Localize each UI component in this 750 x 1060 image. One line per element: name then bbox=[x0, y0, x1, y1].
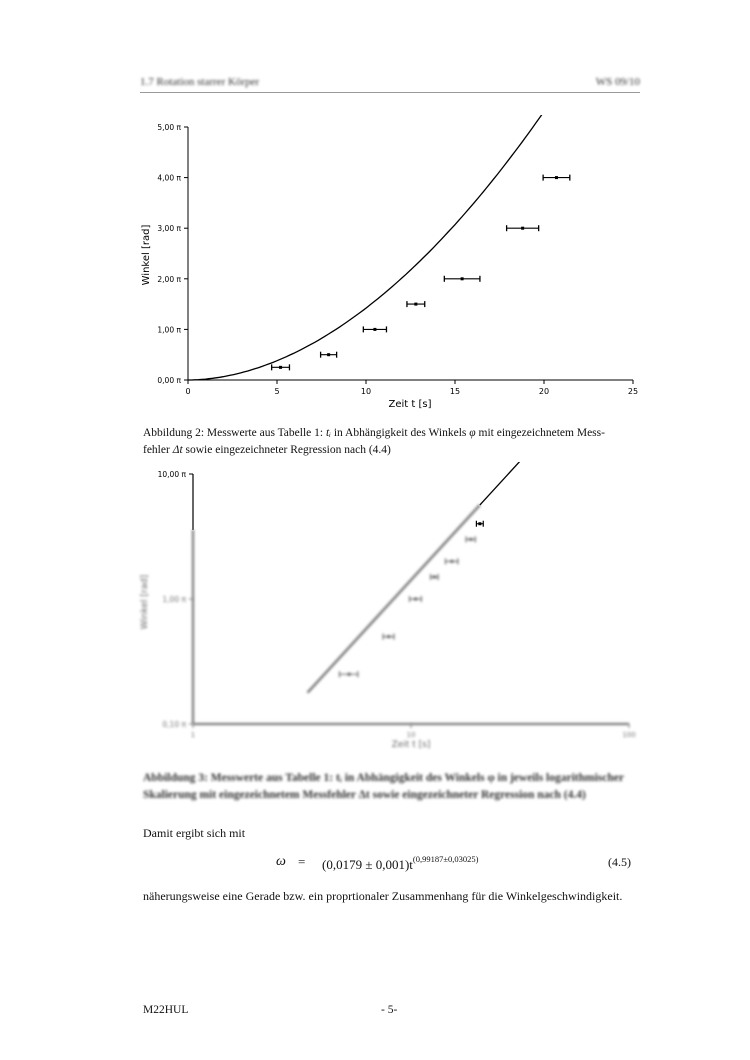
fig2-y-tick-label: 4,00 π bbox=[157, 173, 181, 183]
fig2-x-tick-label: 5 bbox=[274, 387, 280, 396]
fig2-x-tick-label: 0 bbox=[185, 387, 191, 396]
fig3-marker bbox=[348, 673, 351, 676]
running-header-left: 1.7 Rotation starrer Körper bbox=[140, 76, 260, 88]
fig3-marker bbox=[414, 598, 417, 601]
fig2-x-tick-label: 20 bbox=[538, 387, 550, 396]
figure3-caption bbox=[143, 770, 643, 804]
fig3-marker bbox=[450, 560, 453, 563]
fig3-marker bbox=[387, 635, 390, 638]
fig2-y-tick-label: 3,00 π bbox=[157, 224, 181, 234]
figure2-caption bbox=[143, 425, 643, 459]
figure2-caption-text-2: in Abhängigkeit des Winkels bbox=[333, 427, 467, 439]
fig2-xlabel: Zeit t [s] bbox=[388, 399, 432, 410]
figure2-caption-symbol-phi: φ bbox=[469, 427, 476, 439]
fig2-data-point bbox=[543, 175, 570, 181]
fig2-data-point bbox=[444, 276, 480, 282]
fig2-y-tick-label: 1,00 π bbox=[157, 325, 181, 335]
figure3-chart bbox=[135, 462, 655, 752]
fig3-x-tick-label: 10 bbox=[406, 731, 416, 739]
equation-exponent: (0,99187±0,03025) bbox=[412, 854, 479, 864]
figure2-caption-line2-b: sowie eingezeichneter Regression nach (4.4) bbox=[185, 444, 391, 456]
equation-rhs-base: (0,0179 ± 0,001)t bbox=[322, 857, 413, 872]
running-header-right: WS 09/10 bbox=[595, 76, 640, 88]
intro-text: Damit ergibt sich mit bbox=[143, 826, 246, 840]
fig2-data-point bbox=[363, 326, 386, 332]
fig3-y-tick-label: 0,10 π bbox=[162, 720, 186, 729]
figure3-caption-line1: Abbildung 3: Messwerte aus Tabelle 1: tᵢ in Abhängigkeit des Winkels φ in jeweils logarithmischer bbox=[143, 772, 624, 784]
equation-lhs: ω bbox=[276, 854, 286, 869]
figure2-caption-text-1: Messwerte aus Tabelle 1: bbox=[206, 427, 324, 439]
fig3-marker bbox=[469, 538, 472, 541]
fig3-marker bbox=[433, 575, 436, 578]
footer-page-number: - 5- bbox=[381, 1004, 398, 1016]
fig3-x-tick-label: 100 bbox=[622, 731, 636, 739]
fig2-y-tick-label: 5,00 π bbox=[157, 123, 181, 132]
fig2-marker bbox=[521, 227, 524, 230]
fig2-ylabel: Winkel [rad] bbox=[141, 224, 152, 286]
fig2-data-point bbox=[321, 352, 337, 358]
fig2-marker bbox=[461, 277, 464, 280]
fig3-xlabel: Zeit t [s] bbox=[391, 740, 431, 750]
figure2-chart bbox=[135, 115, 655, 415]
fig2-marker bbox=[555, 176, 558, 179]
fig2-y-tick-label: 0,00 π bbox=[157, 376, 181, 385]
equation-number: (4.5) bbox=[608, 855, 631, 869]
fig2-data-point bbox=[272, 364, 290, 370]
fig2-x-tick-label: 15 bbox=[449, 387, 461, 396]
figure2-caption-symbol-dt: Δt bbox=[172, 444, 183, 456]
fig2-marker bbox=[327, 353, 330, 356]
fig2-marker bbox=[414, 303, 417, 306]
header-rule bbox=[140, 92, 640, 93]
figure2-caption-text-3: mit eingezeichnetem Mess- bbox=[478, 427, 605, 439]
fig3-marker bbox=[478, 522, 481, 525]
fig3-y-tick-label: 1,00 π bbox=[162, 595, 186, 604]
fig2-marker bbox=[279, 366, 282, 369]
fig2-marker bbox=[373, 328, 376, 331]
fig2-x-tick-label: 25 bbox=[627, 387, 639, 396]
fig2-data-point bbox=[507, 225, 539, 231]
fig3-ylabel: Winkel [rad] bbox=[140, 574, 150, 630]
figure2-caption-line2-a: fehler bbox=[143, 444, 170, 456]
footer-author: M22HUL bbox=[143, 1004, 189, 1016]
conclusion-text: näherungsweise eine Gerade bzw. ein proprtionaler Zusammenhang für die Winkelgeschwindigkeit. bbox=[143, 889, 623, 903]
equation-rhs bbox=[322, 854, 478, 873]
figure3-caption-line2: Skalierung mit eingezeichnetem Messfehler Δt sowie eingezeichneter Regression nach (4.4) bbox=[143, 789, 586, 801]
equation-equals: = bbox=[298, 854, 306, 869]
fig3-x-tick-label: 1 bbox=[190, 731, 196, 739]
fig2-y-tick-label: 2,00 π bbox=[157, 274, 181, 284]
fig3-y-tick-label: 10,00 π bbox=[157, 470, 186, 479]
fig2-data-point bbox=[407, 301, 425, 307]
figure2-caption-prefix: Abbildung 2: bbox=[143, 427, 205, 439]
figure2-caption-symbol-t: tᵢ bbox=[325, 427, 331, 439]
fig2-regression-curve bbox=[188, 115, 610, 380]
fig2-x-tick-label: 10 bbox=[360, 387, 372, 396]
equation-4-5 bbox=[0, 852, 750, 876]
